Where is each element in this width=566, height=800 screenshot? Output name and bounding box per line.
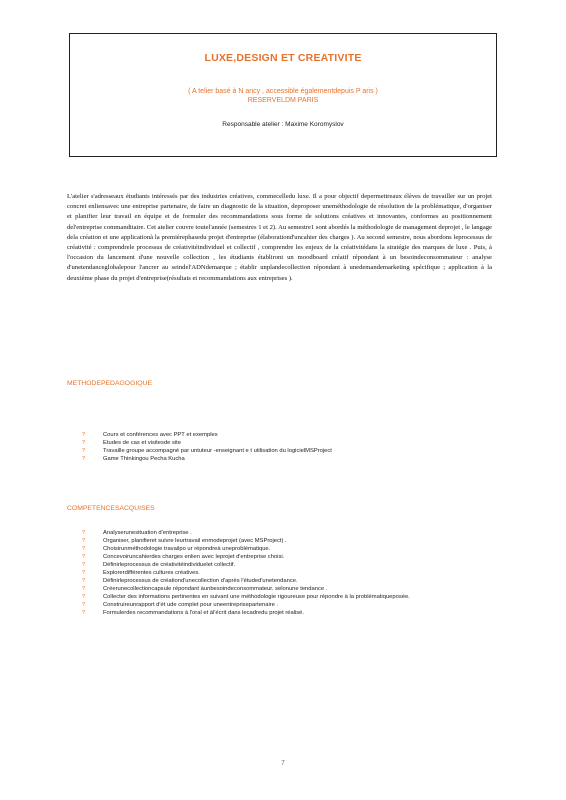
list-item-text: Créerunecollectioncapsule répondant àunbesoindeconsommateur. selonune tendance . [103, 586, 328, 592]
list-item [82, 529, 492, 537]
list-item [82, 439, 492, 447]
list-item-text: Travaille groupe accompagné par untuteur -enseignant e t utilisation du logicielMSProject [103, 448, 332, 454]
list-item [82, 447, 492, 455]
list-item-text: Construireunrapport d'ét ude complet pour uneentreprisepartenaire . [103, 602, 279, 608]
bullet-icon: ? [82, 530, 86, 536]
list-item [82, 537, 492, 545]
skills-section-title: COMPETENCESACQUISES [67, 505, 155, 512]
list-item [82, 455, 492, 463]
list-item-text: Organiser, planifieret suivre leurtravail enmodeprojet (avec MSProject) . [103, 538, 287, 544]
list-item-text: Explorerdifférentes cultures créatives. [103, 570, 200, 576]
list-item [82, 569, 492, 577]
list-item [82, 609, 492, 617]
list-item [82, 561, 492, 569]
list-item-text: Cours et conférences avec PPT et exemples [103, 432, 218, 438]
list-item [82, 577, 492, 585]
intro-paragraph: L'atelier s'adresseaux étudiants intéressés par des industries créatives, commecelledu luxe. Il a pour objectif depermettreaux élèves de travailler sur un projet concret enliensavec une entreprise partenaire, de faire un diagnostic de la situation, deproposer uneméthodologie de résolution de la problématique, d'organiser et planifier leur travail en équipe et de formuler des recommandations sous forme de solutions créatives et innovantes, conformes au positionnement del'entreprise commanditaire. Cet atelier couvre toutel'année (semestres 1 et 2). Au semestre1 sont abordés la méthodologie de management deprojet , le langage dela création et une applicationà la premièrephasedu projet d'entreprise (élaborationd'uncahier des charges ). Au second semestre, nous abordons leprocessus de créativité : comprendrele processus de créativitéindividuel et collectif , comprendre les enjeux de la créativitédans la stratégie des marques de luxe . Puis, à l'occasion du lancement d'une nouvelle collection , les étudiants établiront un moodboard créatif répondant à un besoindeconsommateur : analyse d'unetendanceglobalepour l'ancrer au seindel'ADNdemarque ; établir unplandecollection répondant à unedemandemarketing spécifique ; application à la deuxième phase du projet d'entreprise(résultats et recommandations aux entreprises ). [67, 193, 492, 282]
list-item [82, 601, 492, 609]
skills-list [82, 529, 492, 617]
list-item-text: Analyserunesituation d'entreprise . [103, 530, 192, 536]
list-item [82, 585, 492, 593]
list-item-text: Formulerdes recommandations à l'oral et àl'écrit dans lecadredu projet réalisé. [103, 610, 305, 616]
workshop-reserved: RESERVELDM PARIS [247, 97, 319, 104]
list-item-text: Etudes de cas et visitesde site [103, 440, 181, 446]
list-item-text: Collecter des informations pertinentes en suivant une méthodologie rigoureuse pour répondre à la problématiqueposée. [103, 594, 410, 600]
list-item [82, 545, 492, 553]
bullet-icon: ? [82, 602, 86, 608]
list-item [82, 431, 492, 439]
bullet-icon: ? [82, 546, 86, 552]
header-box [69, 33, 497, 157]
bullet-icon: ? [82, 538, 86, 544]
page-number: 7 [281, 760, 285, 767]
method-list [82, 431, 492, 463]
workshop-location: ( A telier basé à N ancy , accessible égalementdepuis P aris ) [188, 88, 378, 95]
bullet-icon: ? [82, 456, 86, 462]
bullet-icon: ? [82, 554, 86, 560]
bullet-icon: ? [82, 610, 86, 616]
list-item-text: Game Thinkingou Pecha Kucha [103, 456, 185, 462]
list-item-text: Définirleprocessus de créationd'unecollection d'après l'étuded'unetendance. [103, 578, 298, 584]
bullet-icon: ? [82, 562, 86, 568]
bullet-icon: ? [82, 594, 86, 600]
bullet-icon: ? [82, 448, 86, 454]
list-item [82, 553, 492, 561]
bullet-icon: ? [82, 570, 86, 576]
bullet-icon: ? [82, 586, 86, 592]
bullet-icon: ? [82, 440, 86, 446]
list-item [82, 593, 492, 601]
workshop-title: LUXE,DESIGN ET CREATIVITE [204, 52, 362, 64]
list-item-text: Définirleprocessus de créativitéindividuelet collectif. [103, 562, 236, 568]
workshop-responsable: Responsable atelier : Maxime Koromyslov [222, 121, 344, 128]
method-section-title: METHODEPEDAGOGIQUE [67, 380, 152, 387]
list-item-text: Concevoiruncahierdes charges enlien avec leprojet d'entreprise choisi. [103, 554, 285, 560]
bullet-icon: ? [82, 578, 86, 584]
bullet-icon: ? [82, 432, 86, 438]
list-item-text: Choisirunméthodologie travailpo ur répondreà uneproblématique. [103, 546, 271, 552]
